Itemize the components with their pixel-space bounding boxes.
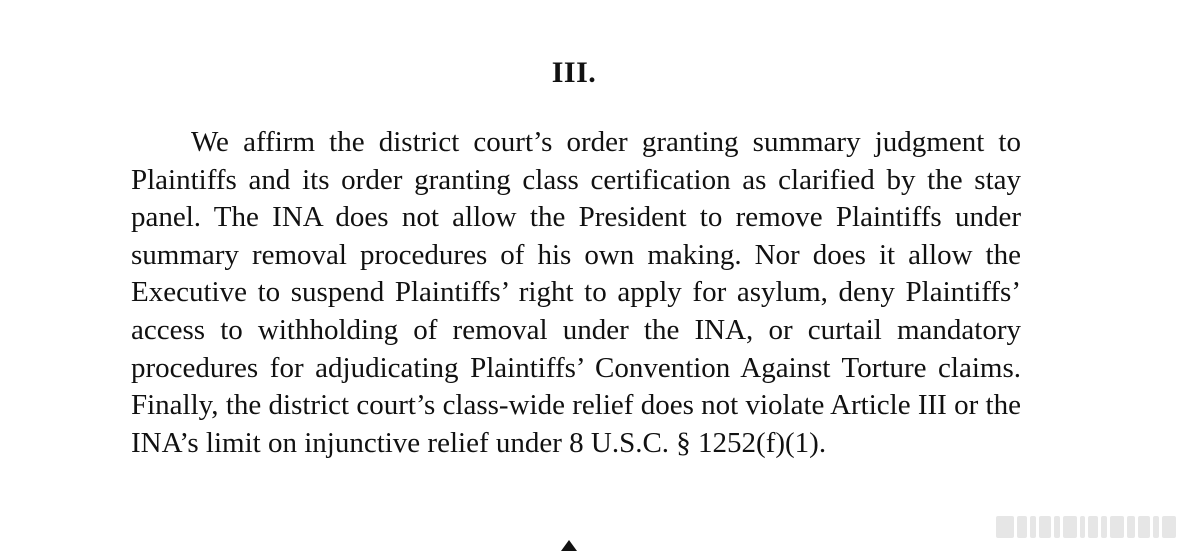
cut-off-glyph-icon [561, 540, 577, 551]
section-heading: III. [551, 56, 597, 89]
conclusion-paragraph: We affirm the district court’s order granting summary judgment to Plaintiffs and its order granting class certification as clarified by the stay panel. The INA does not allow the President to remove Plaintiffs under summary removal procedures of his own making. Nor does it allow the Executive to suspend Plaintiffs’ right to apply for asylum, deny Plaintiffs’ access to withholding of removal under the INA, or curtail mandatory procedures for adjudicating Plaintiffs’ Convention Against Torture claims. Finally, the district court’s class-wide relief does not violate Article III or the INA’s limit on injunctive relief under 8 U.S.C. § 1252(f)(1). [131, 126, 1021, 459]
watermark-logo [996, 513, 1176, 541]
